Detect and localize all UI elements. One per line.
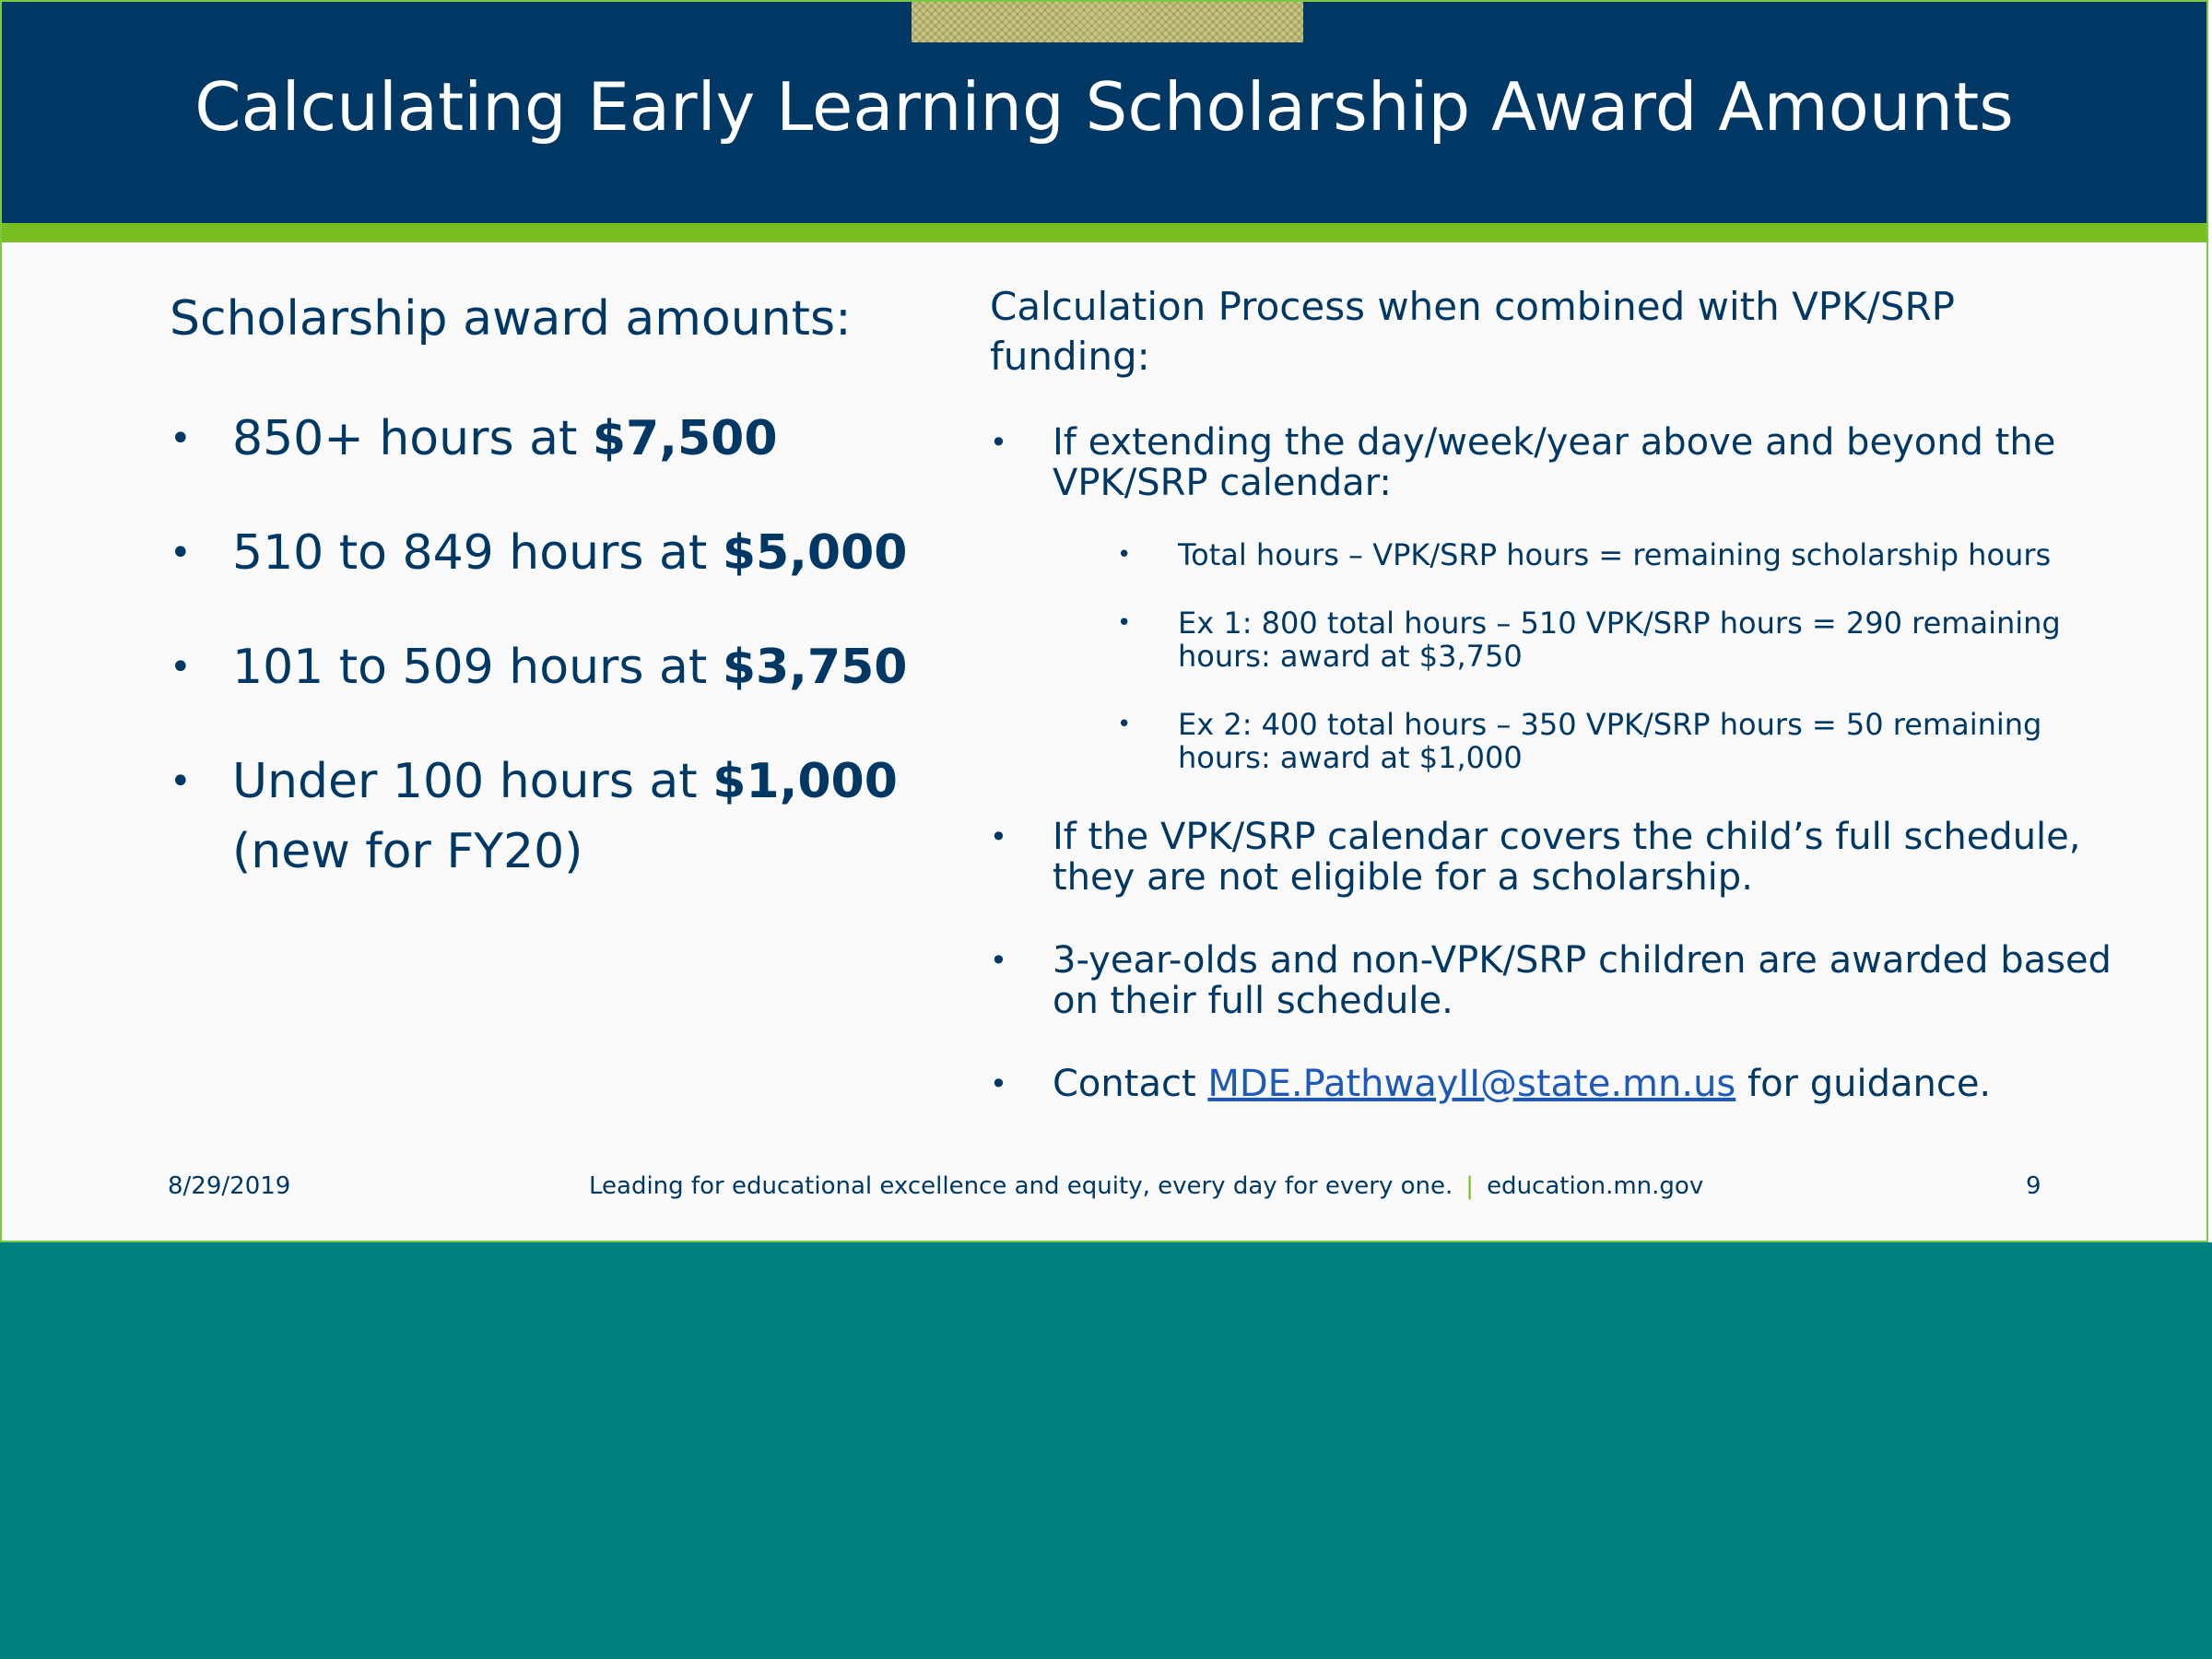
- process-text: If extending the day/week/year above and beyond the VPK/SRP calendar:: [1053, 421, 2056, 504]
- award-amount: $5,000: [722, 525, 908, 581]
- contact-suffix: for guidance.: [1735, 1063, 1992, 1105]
- award-amount: $7,500: [592, 411, 778, 466]
- bullet-icon: •: [170, 760, 192, 803]
- calculation-process-column: [990, 282, 2124, 1147]
- bullet-icon: •: [170, 532, 192, 574]
- calculation-process-heading: Calculation Process when combined with VPK/SRP funding:: [990, 284, 1955, 379]
- award-hours: Under 100 hours at: [232, 754, 713, 809]
- award-amount: $1,000: [712, 754, 898, 809]
- footer-tagline: Leading for educational excellence and equity, every day for every one.: [589, 1172, 1453, 1200]
- calculation-step: [1053, 708, 2124, 774]
- calculation-step-text: Ex 1: 800 total hours – 510 VPK/SRP hours = 290 remaining hours: award at $3,750: [1178, 606, 2061, 674]
- decorative-pattern: [912, 2, 1303, 42]
- award-hours: 510 to 849 hours at: [232, 525, 723, 581]
- award-amounts-column: [170, 289, 925, 931]
- bullet-icon: •: [1117, 711, 1132, 738]
- award-hours: 850+ hours at: [232, 411, 593, 466]
- award-amount: $3,750: [722, 640, 908, 695]
- process-text: 3-year-olds and non-VPK/SRP children are awarded based on their full schedule.: [1053, 939, 2112, 1022]
- background-band: [0, 1242, 2212, 1659]
- award-note: (new for FY20): [232, 824, 583, 879]
- process-list: [990, 422, 2124, 1104]
- contact-prefix: Contact: [1053, 1063, 1208, 1105]
- footer-date: 8/29/2019: [168, 1172, 291, 1200]
- bullet-icon: •: [170, 418, 192, 460]
- process-item: [990, 940, 2124, 1021]
- award-list: [170, 404, 925, 887]
- bullet-icon: •: [990, 819, 1007, 854]
- process-text: If the VPK/SRP calendar covers the child’s full schedule, they are not eligible for a scholarship.: [1053, 816, 2081, 899]
- footer-separator: |: [1465, 1172, 1475, 1200]
- award-hours: 101 to 509 hours at: [232, 640, 723, 695]
- footer-tagline-group: [589, 1172, 1703, 1200]
- slide-title: Calculating Early Learning Scholarship Award Amounts: [194, 68, 2014, 146]
- award-item: [170, 632, 925, 702]
- page-number: 9: [2026, 1172, 2041, 1200]
- calculation-step-text: Total hours – VPK/SRP hours = remaining scholarship hours: [1178, 537, 2052, 572]
- award-item: [170, 404, 925, 474]
- award-item: [170, 518, 925, 588]
- bullet-icon: •: [170, 646, 192, 688]
- process-item: [990, 817, 2124, 898]
- contact-email-link[interactable]: MDE.PathwayII@state.mn.us: [1207, 1063, 1736, 1105]
- footer-site: education.mn.gov: [1487, 1172, 1704, 1200]
- title-accent-bar: [2, 223, 2206, 242]
- slide-footer: [2, 1172, 2206, 1209]
- bullet-icon: •: [990, 943, 1007, 978]
- calculation-steps: [1053, 538, 2124, 774]
- calculation-step-text: Ex 2: 400 total hours – 350 VPK/SRP hours = 50 remaining hours: award at $1,000: [1178, 707, 2042, 775]
- title-bar: [2, 2, 2206, 223]
- calculation-step: [1053, 606, 2124, 673]
- bullet-icon: •: [990, 425, 1007, 460]
- process-item: [990, 1064, 2124, 1104]
- bullet-icon: •: [1117, 609, 1132, 637]
- bullet-icon: •: [990, 1066, 1007, 1101]
- award-item: [170, 747, 925, 887]
- bullet-icon: •: [1117, 541, 1132, 569]
- process-item: [990, 422, 2124, 774]
- calculation-step: [1053, 538, 2124, 571]
- award-amounts-heading: Scholarship award amounts:: [170, 291, 852, 347]
